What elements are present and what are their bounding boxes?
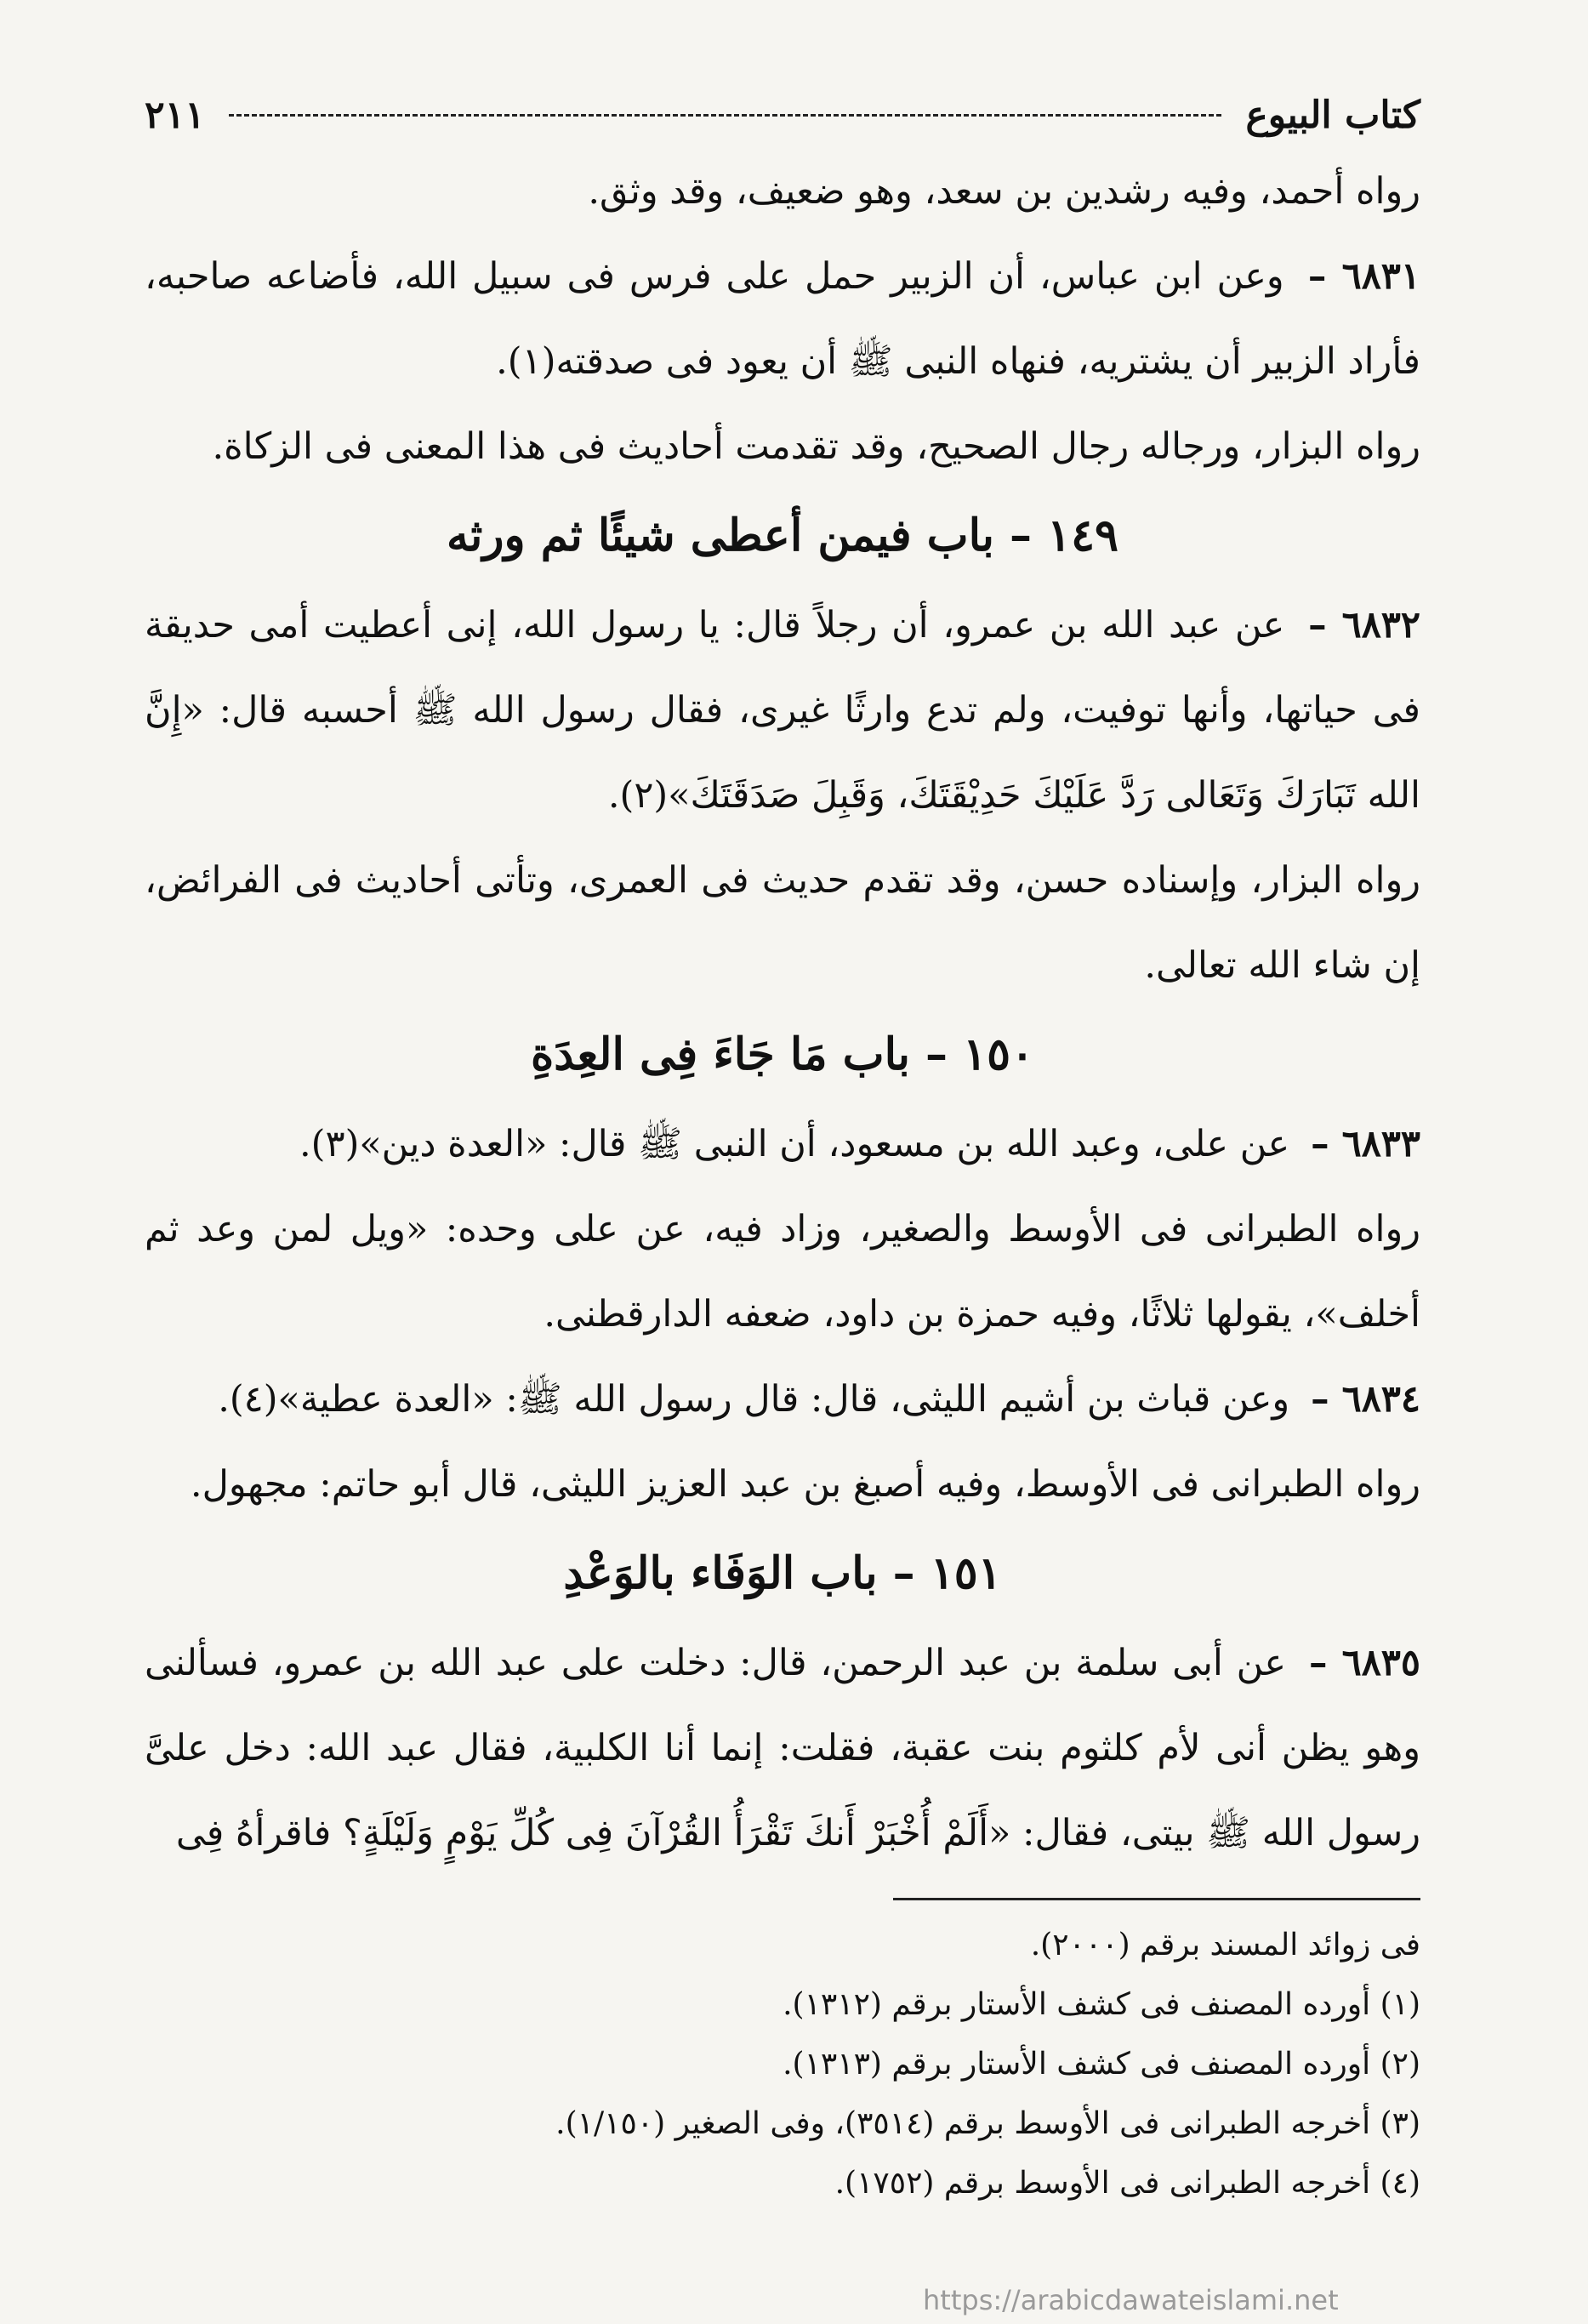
footnote: (١) أورده المصنف فى كشف الأستار برقم (١٣١٢).	[783, 1987, 1420, 2022]
paragraph-text: عن عبد الله بن عمرو، أن رجلاً قال: يا رسول الله، إنى أعطيت أمى حديقة فى حياتها، وأنها توفيت، ولم تدع وارثًا غيرى، فقال رسول الله ﷺ أحسبه قال: «إِنَّ الله تَبَارَكَ وَتَعَالى رَدَّ عَلَيْكَ حَدِيْقَتَكَ، وَقَبِلَ صَدَقَتَكَ»(٢).	[145, 604, 1420, 817]
hadith-paragraph	[145, 1102, 1420, 1187]
paragraph-text: رواه البزار، وإسناده حسن، وقد تقدم حديث فى العمرى، وتأتى أحاديث فى الفرائض، إن شاء الله تعالى.	[145, 859, 1420, 987]
paragraph-text: رواه الطبرانى فى الأوسط، وفيه أصبغ بن عبد العزيز الليثى، قال أبو حاتم: مجهول.	[190, 1463, 1420, 1506]
hadith-paragraph	[145, 583, 1420, 838]
watermark-url: https://arabicdawateislami.net	[923, 2284, 1339, 2316]
hadith-number: ٦٨٣٥ –	[1295, 1642, 1420, 1684]
hadith-paragraph	[145, 234, 1420, 404]
paragraph-text: عن أبى سلمة بن عبد الرحمن، قال: دخلت على عبد الله بن عمرو، فسألنى وهو يظن أنى لأم كلثوم بنت عقبة، فقلت: إنما أنا الكلبية، فقال عبد الله: دخل علىَّ رسول الله ﷺ بيتى، فقال: «أَلَمْ أُخْبَرْ أَنكَ تَقْرَأُ القُرْآنَ فِى كُلِّ يَوْمٍ وَلَيْلَةٍ؟ فاقرأهُ فِى	[145, 1642, 1420, 1854]
paragraph-text: رواه البزار، ورجاله رجال الصحيح، وقد تقدمت أحاديث فى هذا المعنى فى الزكاة.	[212, 425, 1420, 468]
hadith-paragraph	[145, 1357, 1420, 1442]
paragraph-text: وعن قباث بن أشيم الليثى، قال: قال رسول الله ﷺ: «العدة عطية»(٤).	[218, 1378, 1290, 1421]
paragraph-text: وعن ابن عباس، أن الزبير حمل على فرس فى سبيل الله، فأضاعه صاحبه، فأراد الزبير أن يشتريه، فنهاه النبى ﷺ أن يعود فى صدقته(١).	[145, 255, 1420, 383]
section-heading: ١٥١ – باب الوَفَاء بالوَعْدِ	[563, 1547, 1002, 1599]
section-heading: ١٥٠ – باب مَا جَاءَ فِى العِدَةِ	[531, 1028, 1034, 1080]
paragraph-text: عن على، وعبد الله بن مسعود، أن النبى ﷺ قال: «العدة دين»(٣).	[299, 1123, 1290, 1165]
commentary-paragraph	[145, 404, 1420, 489]
book-title: كتاب البيوع	[1245, 93, 1420, 137]
paragraph-text: رواه أحمد، وفيه رشدين بن سعد، وهو ضعيف، وقد وثق.	[588, 170, 1420, 213]
body-text	[145, 149, 1420, 1876]
paragraph-text: رواه الطبرانى فى الأوسط والصغير، وزاد فيه، عن على وحده: «ويل لمن وعد ثم أخلف»، يقولها ثلاثًا، وفيه حمزة بن داود، ضعفه الدارقطنى.	[145, 1208, 1420, 1336]
footnote: (٤) أخرجه الطبرانى فى الأوسط برقم (١٧٥٢).	[834, 2166, 1420, 2201]
hadith-number: ٦٨٣٤ –	[1298, 1378, 1420, 1421]
commentary-paragraph	[145, 1442, 1420, 1527]
commentary-paragraph	[145, 838, 1420, 1008]
hadith-number: ٦٨٣٣ –	[1298, 1123, 1420, 1165]
footnote: فى زوائد المسند برقم (٢٠٠٠).	[1030, 1928, 1420, 1962]
hadith-number: ٦٨٣٢ –	[1293, 604, 1420, 647]
footnote: (٢) أورده المصنف فى كشف الأستار برقم (١٣١٣).	[783, 2047, 1420, 2082]
hadith-paragraph	[145, 1621, 1420, 1876]
page-number: ٢١١	[145, 93, 205, 137]
section-heading: ١٤٩ – باب فيمن أعطى شيئًا ثم ورثه	[447, 510, 1118, 561]
footnote-separator	[893, 1898, 1420, 1900]
commentary-paragraph	[145, 1187, 1420, 1357]
hadith-number: ٦٨٣١ –	[1292, 255, 1420, 298]
footnotes	[145, 1916, 1420, 2213]
commentary-paragraph	[145, 149, 1420, 234]
footnote: (٣) أخرجه الطبرانى فى الأوسط برقم (٣٥١٤)، وفى الصغير (١/١٥٠).	[555, 2106, 1420, 2141]
book-page	[145, 81, 1420, 2213]
header-rule	[229, 114, 1222, 117]
running-header	[145, 81, 1420, 149]
